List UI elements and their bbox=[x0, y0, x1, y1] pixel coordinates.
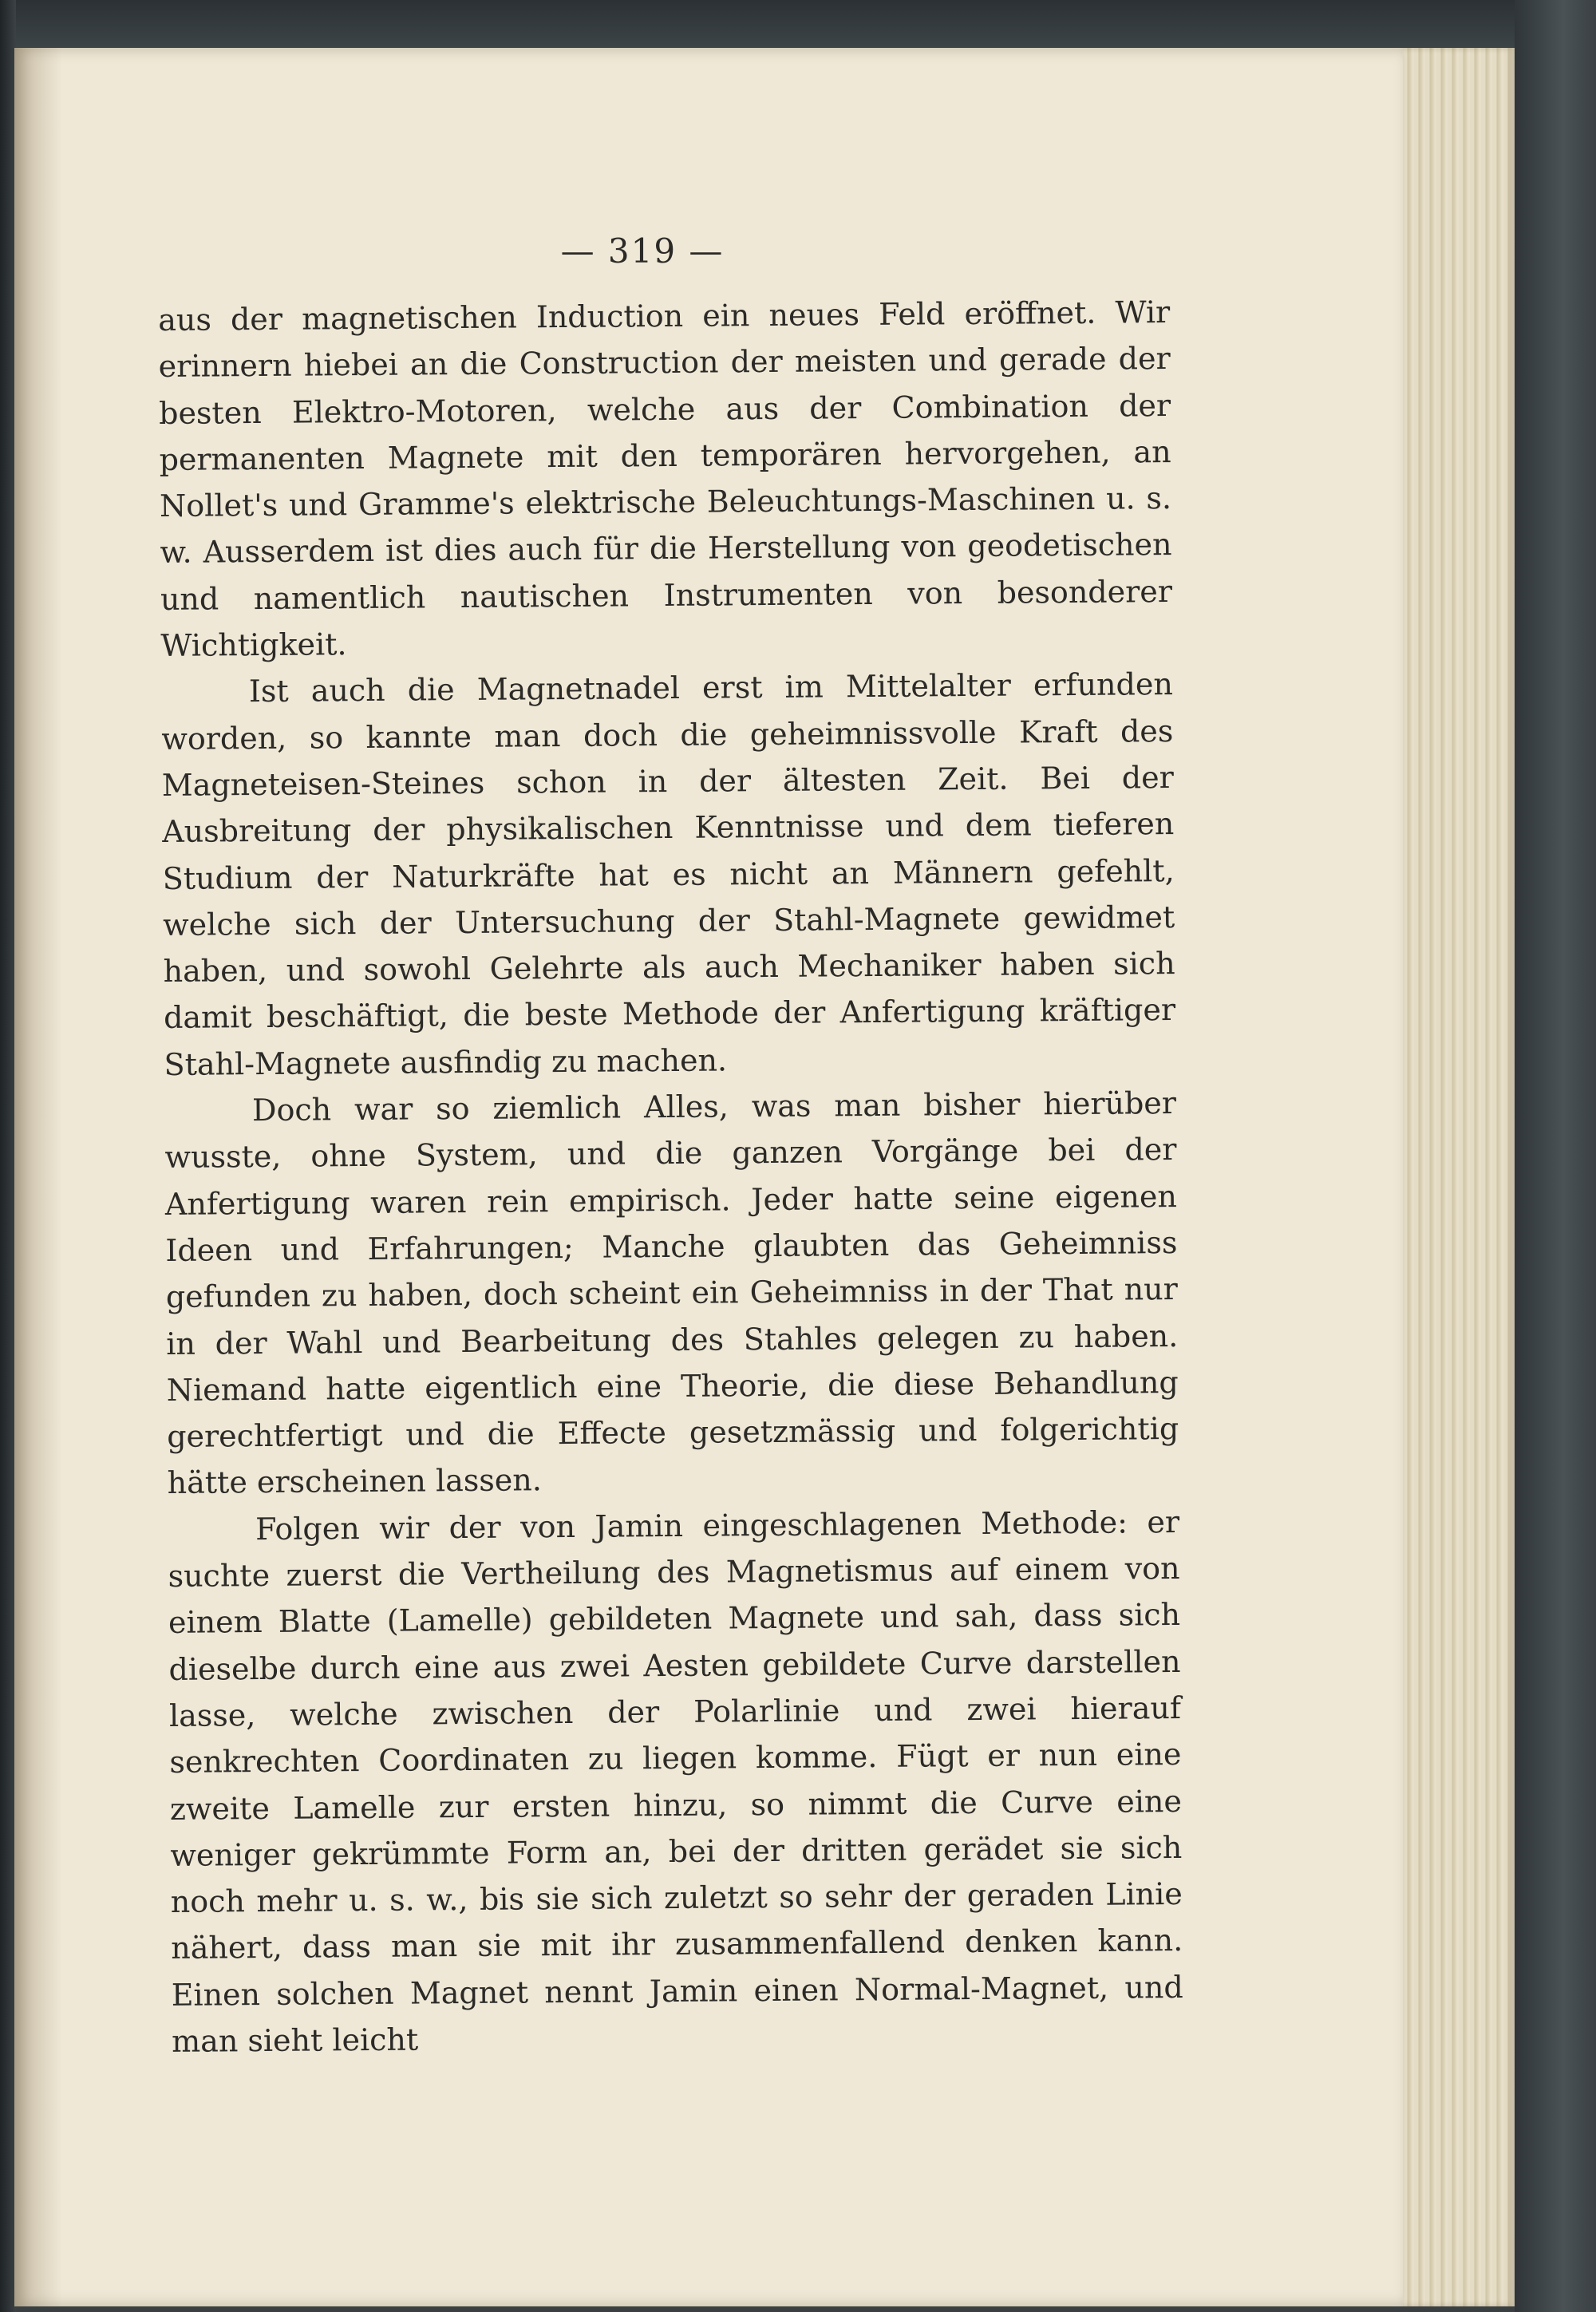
paragraph: aus der magnetischen Induction ein neues Feld eröffnet. Wir erinnern hiebei an die Construction der meisten und gerade der besten Elektro-Motoren, welche aus der Combination der permanenten Magnete mit den temporären hervorgehen, an Nollet's und Gramme's elektrische Beleuchtungs-Maschinen u. s. w. Ausserdem ist dies auch für die Herstellung von geodetischen und namentlich nautischen Instrumenten von besonderer Wichtigkeit. bbox=[158, 294, 1173, 664]
page-edges-stack bbox=[1403, 48, 1515, 2306]
page-number: — 319 — bbox=[560, 231, 725, 271]
body-text bbox=[158, 289, 1183, 2065]
paragraph: Doch war so ziemlich Alles, was man bisher hierüber wusste, ohne System, und die ganzen Vorgänge bei der Anfertigung waren rein empirisch. Jeder hatte seine eigenen Ideen und Erfahrungen; Manche glaubten das Geheimniss gefunden zu haben, doch scheint ein Geheimniss in der That nur in der Wahl und Bearbeitung des Stahles gelegen zu haben. Niemand hatte eigentlich eine Theorie, die diese Behandlung gerechtfertigt und die Effecte gesetzmässig und folgerichtig hätte erscheinen lassen. bbox=[164, 1085, 1179, 1501]
book-cover-right-edge bbox=[1515, 0, 1596, 2312]
book-cover-left-edge bbox=[0, 0, 16, 2312]
paragraph: Ist auch die Magnetnadel erst im Mittelalter erfunden worden, so kannte man doch die geheimnissvolle Kraft des Magneteisen-Steines schon in der ältesten Zeit. Bei der Ausbreitung der physikalischen Kenntnisse und dem tieferen Studium der Naturkräfte hat es nicht an Männern gefehlt, welche sich der Untersuchung der Stahl-Magnete gewidmet haben, und sowohl Gelehrte als auch Mechaniker haben sich damit beschäftigt, die beste Methode der Anfertigung kräftiger Stahl-Magnete ausfindig zu machen. bbox=[161, 666, 1176, 1082]
book-cover-top bbox=[0, 0, 1596, 48]
paragraph: Folgen wir der von Jamin eingeschlagenen Methode: er suchte zuerst die Vertheilung des Magnetismus auf einem von einem Blatte (Lamelle) gebildeten Magnete und sah, dass sich dieselbe durch eine aus zwei Aesten gebildete Curve darstellen lasse, welche zwischen der Polarlinie und zwei hierauf senkrechten Coordinaten zu liegen komme. Fügt er nun eine zweite Lamelle zur ersten hinzu, so nimmt die Curve eine weniger gekrümmte Form an, bei der dritten gerädet sie sich noch mehr u. s. w., bis sie sich zuletzt so sehr der geraden Linie nähert, dass man sie mit ihr zusammenfallend denken kann. Einen solchen Magnet nennt Jamin einen Normal-Magnet, und man sieht leicht bbox=[168, 1504, 1183, 2059]
gutter-shadow bbox=[14, 48, 62, 2306]
